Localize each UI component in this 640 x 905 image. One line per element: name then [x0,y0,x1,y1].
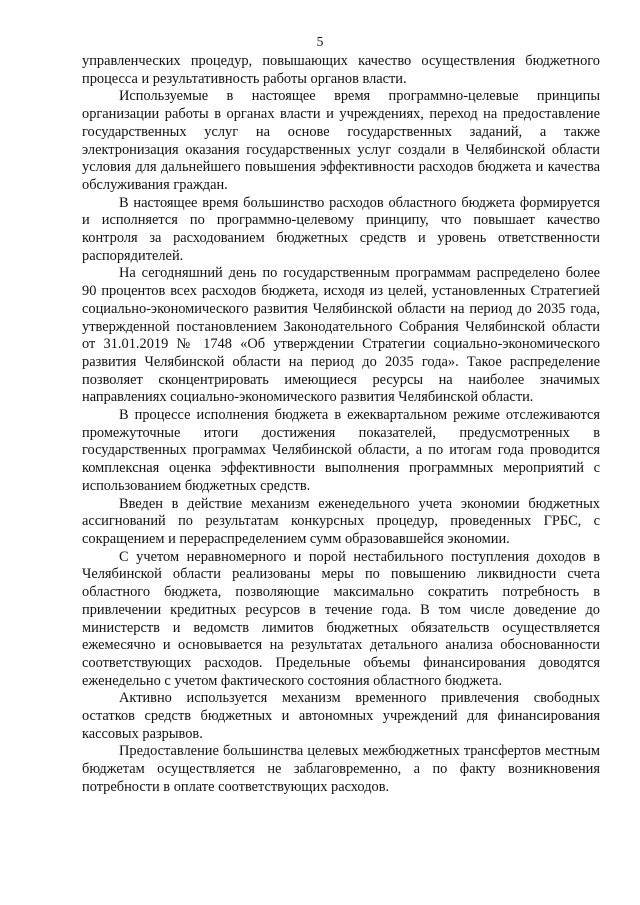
paragraph-interbudget-transfers: Предоставление большинства целевых межбюджетных трансфертов местным бюджетам осуществляется не заблаговременно, а по факту возникновения потребности в оплате соответствующих расходов. [82,743,600,795]
document-body [82,53,600,797]
page-number: 5 [316,34,324,49]
paragraph-temporary-funds-mechanism: Активно используется механизм временного привлечения свободных остатков средств бюджетных и автономных учреждений для финансирования кассовых разрывов. [82,690,600,742]
paragraph-budget-spending-control: В настоящее время большинство расходов областного бюджета формируется и исполняется по программно-целевому принципу, что повышает качество контроля за расходованием бюджетных средств и уровень ответственности распорядителей. [82,194,600,264]
paragraph-liquidity-measures: С учетом неравномерного и порой нестабильного поступления доходов в Челябинской области реализованы меры по повышению ликвидности счета областного бюджета, позволяющие максимально сократить потребность в привлечении кредитных ресурсов в течение года. В том числе доведение до министерств и ведомств лимитов бюджетных обязательств осуществляется ежемесячно и основывается на результатах детального анализа обоснованности соответствующих расходов. Предельные объемы финансирования доводятся еженедельно с учетом фактического состояния областного бюджета. [82,548,600,689]
paragraph-quarterly-monitoring: В процессе исполнения бюджета в ежеквартальном режиме отслеживаются промежуточные итоги достижения показателей, предусмотренных в государственных программах Челябинской области, а по итогам года проводится комплексная оценка эффективности выполнения программных мероприятий с использованием бюджетных средств. [82,407,600,494]
paragraph-state-programs-distribution: На сегодняшний день по государственным программам распределено более 90 процентов всех расходов бюджета, исходя из целей, установленных Стратегией социально-экономического развития Челябинской области на период до 2035 года, утвержденной постановлением Законодательного Собрания Челябинской области от 31.01.2019 № 1748 «Об утверждении Стратегии социально-экономического развития Челябинской области на период до 2035 года». Такое распределение позволяет сконцентрировать имеющиеся ресурсы на наиболее значимых направлениях социально-экономического развития Челябинской области. [82,265,600,406]
paragraph-continuation: управленческих процедур, повышающих качество осуществления бюджетного процесса и результативность работы органов власти. [82,53,600,87]
paragraph-program-target-principles: Используемые в настоящее время программно-целевые принципы организации работы в органах власти и учреждениях, переход на предоставление государственных услуг на основе государственных заданий, а также электронизация оказания государственных услуг создали в Челябинской области условия для дальнейшего повышения эффективности расходов бюджета и качества обслуживания граждан. [82,88,600,193]
paragraph-weekly-savings-accounting: Введен в действие механизм еженедельного учета экономии бюджетных ассигнований по результатам конкурсных процедур, проведенных ГРБС, с сокращением и перераспределением сумм образовавшейся экономии. [82,495,600,547]
